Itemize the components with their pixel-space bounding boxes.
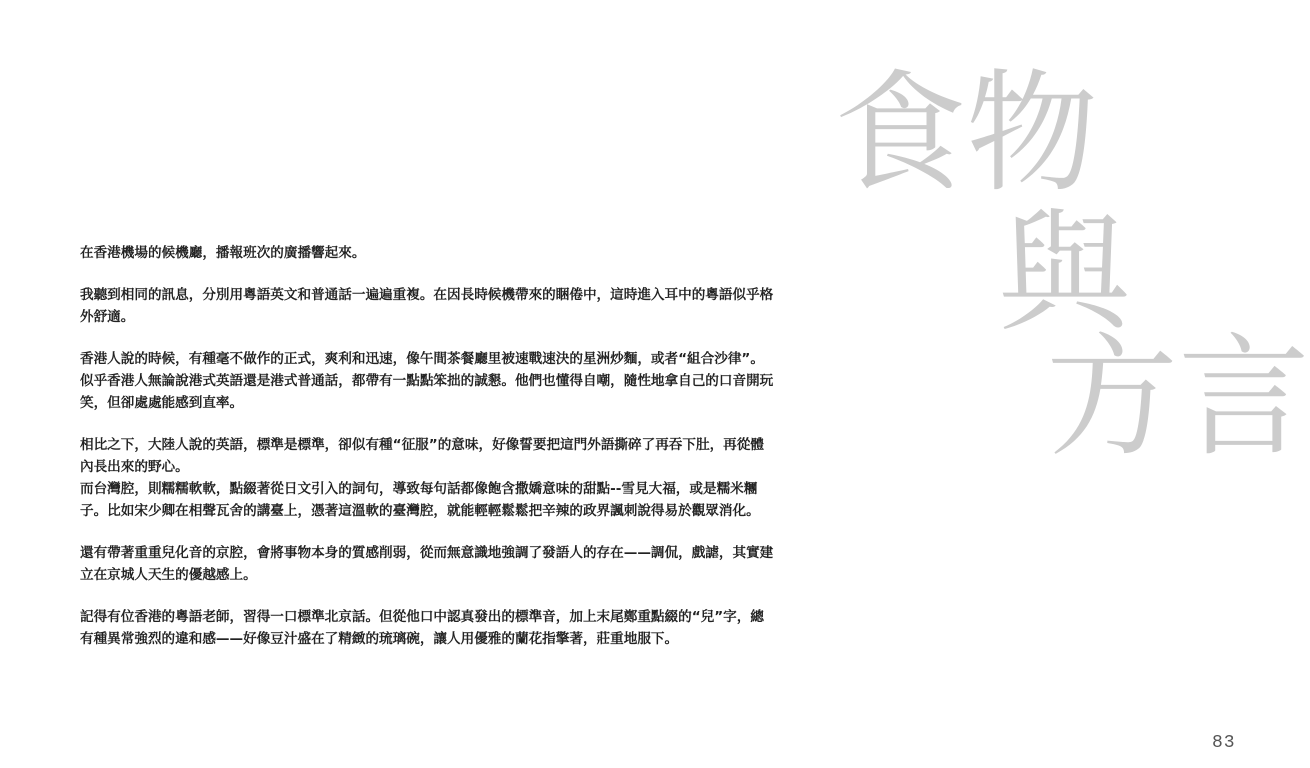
title-line-food: 食物	[834, 57, 1098, 211]
paragraph-announcement: 我聽到相同的訊息，分別用粵語英文和普通話一遍遍重複。在因長時候機帶來的睏倦中，這時進入耳中的粵語似乎格 外舒適。	[80, 287, 774, 325]
paragraph-taiwan: 而台灣腔，則糯糯軟軟，點綴著從日文引入的詞句，導致每句話都像飽含撒嬌意味的甜點--雪見大福，或是糯米糰 子。比如宋少卿在相聲瓦舍的講臺上，憑著這溫軟的臺灣腔，就能輕輕鬆鬆把辛辣的政界諷刺說得易於觀眾消化。	[80, 481, 760, 519]
title-line-dialect: 方言	[1046, 321, 1310, 475]
paragraph-mainland: 相比之下，大陸人說的英語，標準是標準，卻似有種“征服”的意味，好像誓要把這門外語撕碎了再吞下肚，再從體 內長出來的野心。	[80, 437, 764, 475]
article-body	[80, 242, 942, 670]
title-line-and: 與	[998, 197, 1130, 351]
page-number: 83	[1212, 733, 1236, 753]
paragraph-teacher: 記得有位香港的粵語老師，習得一口標準北京話。但從他口中認真發出的標準音，加上末尾鄭重點綴的“兒”字，總 有種異常強烈的違和感——好像豆汁盛在了精緻的琉璃碗，讓人用優雅的蘭花指擎著，莊重地服下。	[80, 609, 764, 647]
paragraph-beijing: 還有帶著重重兒化音的京腔，會將事物本身的質感削弱，從而無意識地強調了發語人的存在——調侃，戲謔，其實建 立在京城人天生的優越感上。	[80, 545, 774, 583]
paragraph-hongkong: 香港人說的時候，有種毫不做作的正式，爽利和迅速，像午間茶餐廳里被速戰速決的星洲炒麵，或者“組合沙律”。 似乎香港人無論說港式英語還是港式普通話，都帶有一點點笨拙的誠懇。他們也懂得自嘲，隨性地拿自己的口音開玩 笑，但卻處處能感到直率。	[80, 351, 774, 411]
paragraph-airport: 在香港機場的候機廳，播報班次的廣播響起來。	[80, 245, 366, 261]
